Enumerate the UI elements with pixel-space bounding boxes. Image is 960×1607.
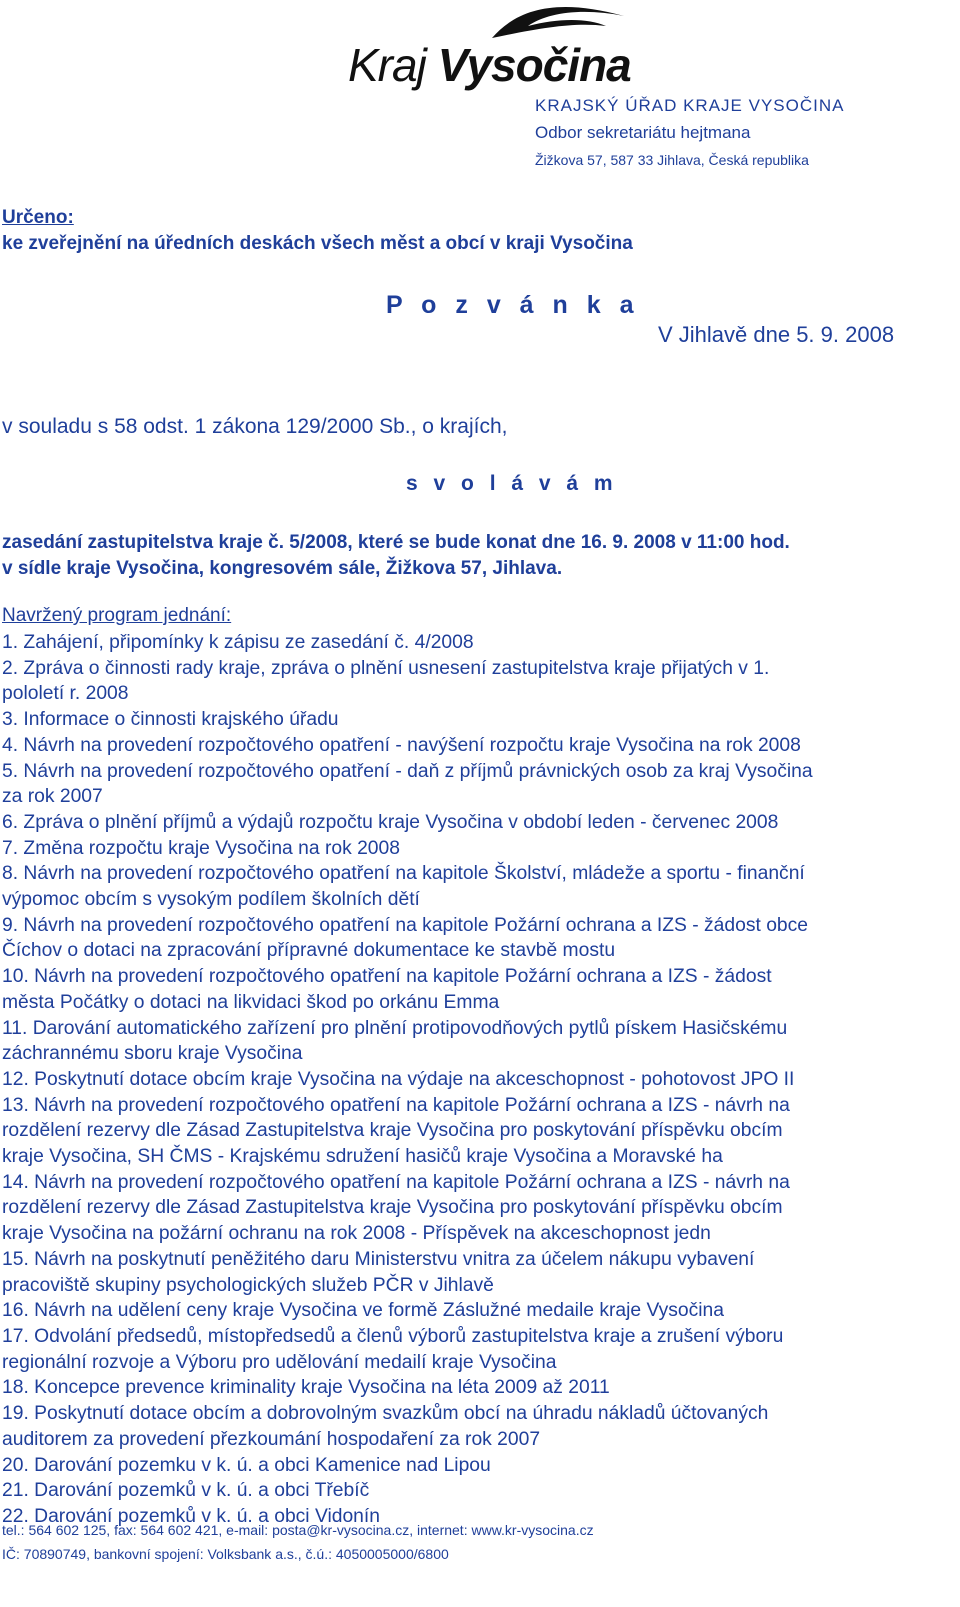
list-item: 20. Darování pozemku v k. ú. a obci Kamenice nad Lipou [2,1454,491,1476]
list-item: 17. Odvolání předsedů, místopředsedů a členů výborů zastupitelstva kraje a zrušení výboru [2,1325,784,1347]
logo [348,0,631,100]
list-item: 11. Darování automatického zařízení pro plnění protipovodňových pytlů pískem Hasičskému [2,1017,788,1039]
list-item: města Počátky o dotaci na likvidaci škod po orkánu Emma [2,991,500,1013]
department-name: Odbor sekretariátu hejtmana [535,123,751,142]
meeting-details-line-1: zasedání zastupitelstva kraje č. 5/2008, které se bude konat dne 16. 9. 2008 v 11:00 hod. [2,532,790,553]
list-item: pololetí r. 2008 [2,683,129,705]
list-item: kraje Vysočina na požární ochranu na rok 2008 - Příspěvek na akceschopnost jedn [2,1223,711,1245]
legal-basis: v souladu s 58 odst. 1 zákona 129/2000 Sb., o krajích, [2,415,508,438]
footer-contact: tel.: 564 602 125, fax: 564 602 421, e-mail: posta@kr-vysocina.cz, internet: www.kr-vysocina.cz [2,1522,594,1538]
list-item: 7. Změna rozpočtu kraje Vysočina na rok 2008 [2,837,400,859]
list-item: 5. Návrh na provedení rozpočtového opatření - daň z příjmů právnických osob za kraj Vysočina [2,760,813,782]
list-item: 9. Návrh na provedení rozpočtového opatření na kapitole Požární ochrana a IZS - žádost obce [2,914,809,936]
list-item: 10. Návrh na provedení rozpočtového opatření na kapitole Požární ochrana a IZS - žádost [2,966,772,988]
bird-swoosh-icon [488,0,628,42]
list-item: za rok 2007 [2,786,103,808]
list-item: 3. Informace o činnosti krajského úřadu [2,709,339,731]
program-list [2,630,952,1530]
footer-bank: IČ: 70890749, bankovní spojení: Volksbank a.s., č.ú.: 4050005000/6800 [2,1546,449,1562]
meeting-details-line-2: v sídle kraje Vysočina, kongresovém sále, Žižkova 57, Jihlava. [2,558,563,579]
list-item: regionální rozvoje a Výboru pro udělování medailí kraje Vysočina [2,1351,557,1373]
list-item: 2. Zpráva o činnosti rady kraje, zpráva o plnění usnesení zastupitelstva kraje přijatých v 1. [2,657,770,679]
list-item: rozdělení rezervy dle Zásad Zastupitelstva kraje Vysočina pro poskytování příspěvku obcím [2,1197,783,1219]
logo-word-vysocina: Vysočina [437,39,631,91]
list-item: 14. Návrh na provedení rozpočtového opatření na kapitole Požární ochrana a IZS - návrh na [2,1171,790,1193]
list-item: 1. Zahájení, připomínky k zápisu ze zasedání č. 4/2008 [2,632,474,653]
list-item: 22. Darování pozemků v k. ú. a obci Vidonín [2,1505,380,1527]
recipient-label: Určeno: [2,207,74,228]
program-heading: Navržený program jednání: [2,605,232,626]
list-item: 19. Poskytnutí dotace obcím a dobrovolným svazkům obcí na úhradu nákladů účtovaných [2,1403,769,1425]
list-item: záchrannému sboru kraje Vysočina [2,1043,303,1065]
list-item: auditorem za provedení přezkoumání hospodaření za rok 2007 [2,1428,541,1450]
list-item: Číchov o dotaci na zpracování přípravné dokumentace ke stavbě mostu [2,940,616,962]
list-item: 12. Poskytnutí dotace obcím kraje Vysočina na výdaje na akceschopnost - pohotovost JPO II [2,1068,795,1090]
list-item: výpomoc obcím s vysokým podílem školních dětí [2,889,420,911]
list-item: 8. Návrh na provedení rozpočtového opatření na kapitole Školství, mládeže a sportu - finanční [2,863,805,885]
list-item: 6. Zpráva o plnění příjmů a výdajů rozpočtu kraje Vysočina v období leden - červenec 2008 [2,811,779,833]
recipient-text: ke zveřejnění na úředních deskách všech měst a obcí v kraji Vysočina [2,233,633,254]
logo-word-kraj: Kraj [348,39,426,91]
list-item: 15. Návrh na poskytnutí peněžitého daru Ministerstvu vnitra za účelem nákupu vybavení [2,1248,755,1270]
list-item: 21. Darování pozemků v k. ú. a obci Třebíč [2,1480,370,1502]
list-item: 16. Návrh na udělení ceny kraje Vysočina ve formě Záslužné medaile kraje Vysočina [2,1300,724,1322]
document-title: P o z v á n k a [386,291,640,319]
list-item: 13. Návrh na provedení rozpočtového opatření na kapitole Požární ochrana a IZS - návrh na [2,1094,790,1116]
convening-word: s v o l á v á m [406,472,618,495]
list-item: rozdělení rezervy dle Zásad Zastupitelstva kraje Vysočina pro poskytování příspěvku obcím [2,1120,783,1142]
list-item: 4. Návrh na provedení rozpočtového opatření - navýšení rozpočtu kraje Vysočina na rok 2008 [2,734,801,756]
list-item: pracoviště skupiny psychologických služeb PČR v Jihlavě [2,1274,494,1296]
list-item: 18. Koncepce prevence kriminality kraje Vysočina na léta 2009 až 2011 [2,1377,610,1399]
office-name: KRAJSKÝ ÚŘAD KRAJE VYSOČINA [535,96,845,115]
document-date: V Jihlavě dne 5. 9. 2008 [658,322,895,347]
list-item: kraje Vysočina, SH ČMS - Krajskému sdružení hasičů kraje Vysočina a Moravské ha [2,1146,723,1168]
office-address: Žižkova 57, 587 33 Jihlava, Česká republika [535,152,809,168]
